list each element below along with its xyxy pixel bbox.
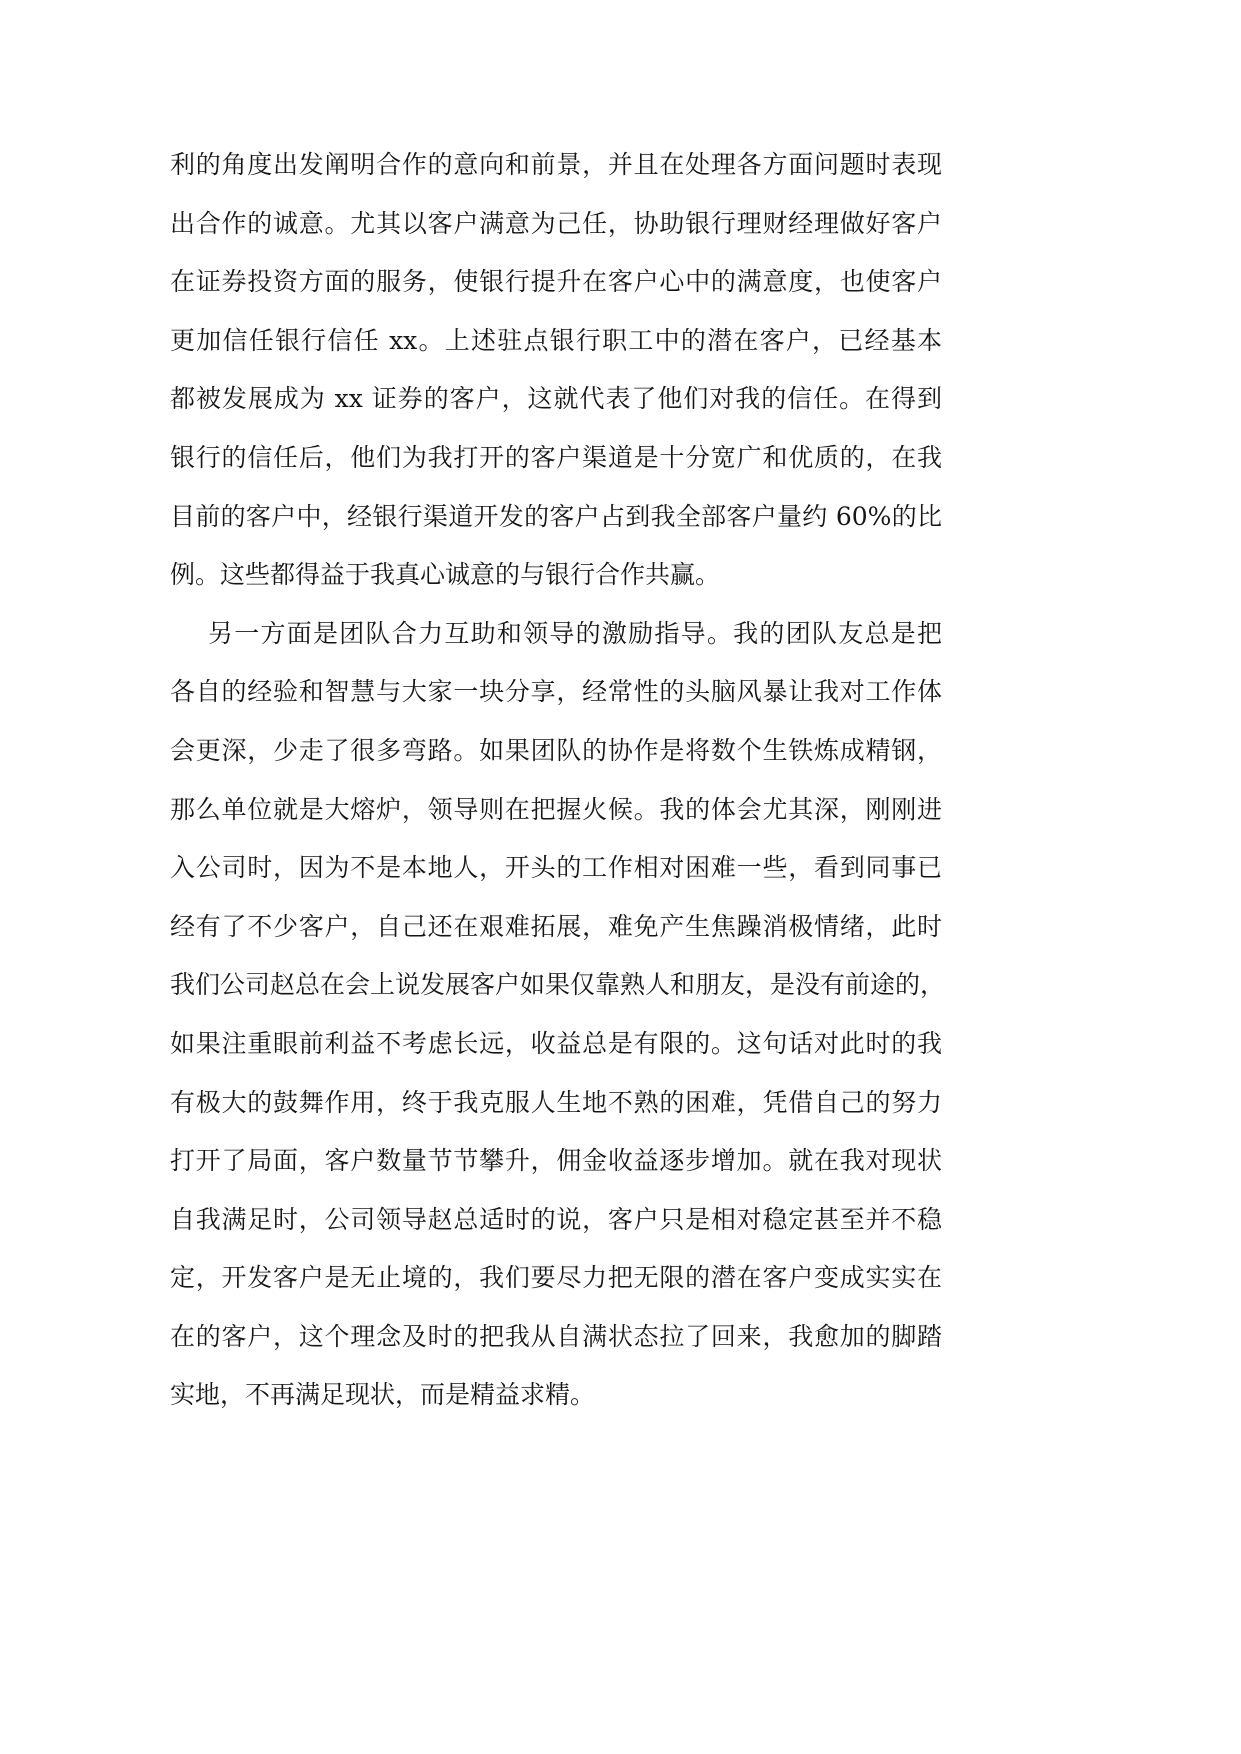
text-line: 出合作的诚意。尤其以客户满意为己任，协助银行理财经理做好客户 xyxy=(170,208,942,238)
text-line: 在的客户，这个理念及时的把我从自满状态拉了回来，我愈加的脚踏 xyxy=(170,1321,942,1351)
text-line: 都被发展成为 xx 证券的客户，这就代表了他们对我的信任。在得到 xyxy=(170,384,942,414)
text-line: 目前的客户中，经银行渠道开发的客户占到我全部客户量约 60%的比 xyxy=(170,501,942,531)
text-line: 如果注重眼前利益不考虑长远，收益总是有限的。这句话对此时的我 xyxy=(170,1028,942,1058)
document-body xyxy=(170,136,946,1425)
text-line: 利的角度出发阐明合作的意向和前景，并且在处理各方面问题时表现 xyxy=(170,150,942,179)
text-line: 银行的信任后，他们为我打开的客户渠道是十分宽广和优质的，在我 xyxy=(170,442,942,472)
paragraph-cooperation-with-bank xyxy=(170,136,942,605)
text-line: 会更深，少走了很多弯路。如果团队的协作是将数个生铁炼成精钢， xyxy=(170,735,942,765)
text-line: 有极大的鼓舞作用，终于我克服人生地不熟的困难，凭借自己的努力 xyxy=(170,1087,942,1117)
text-line: 更加信任银行信任 xx。上述驻点银行职工中的潜在客户，已经基本 xyxy=(170,325,942,355)
text-line: 另一方面是团队合力互助和领导的激励指导。我的团队友总是把 xyxy=(208,618,942,648)
text-line: 入公司时，因为不是本地人，开头的工作相对困难一些，看到同事已 xyxy=(170,853,942,883)
text-line: 那么单位就是大熔炉，领导则在把握火候。我的体会尤其深，刚刚进 xyxy=(170,794,942,824)
text-line: 各自的经验和智慧与大家一块分享，经常性的头脑风暴让我对工作体 xyxy=(170,677,942,707)
text-line: 自我满足时，公司领导赵总适时的说，客户只是相对稳定甚至并不稳 xyxy=(170,1204,942,1234)
text-line: 在证券投资方面的服务，使银行提升在客户心中的满意度，也使客户 xyxy=(170,267,942,297)
text-line: 例。这些都得益于我真心诚意的与银行合作共赢。 xyxy=(170,560,721,590)
text-line: 实地，不再满足现状，而是精益求精。 xyxy=(170,1380,596,1410)
text-line: 经有了不少客户，自己还在艰难拓展，难免产生焦躁消极情绪，此时 xyxy=(170,911,942,941)
text-line: 定，开发客户是无止境的，我们要尽力把无限的潜在客户变成实实在 xyxy=(170,1263,942,1293)
text-line: 打开了局面，客户数量节节攀升，佣金收益逐步增加。就在我对现状 xyxy=(170,1146,942,1176)
text-line: 我们公司赵总在会上说发展客户如果仅靠熟人和朋友，是没有前途的， xyxy=(170,970,946,1000)
paragraph-team-and-leadership xyxy=(170,605,946,1425)
